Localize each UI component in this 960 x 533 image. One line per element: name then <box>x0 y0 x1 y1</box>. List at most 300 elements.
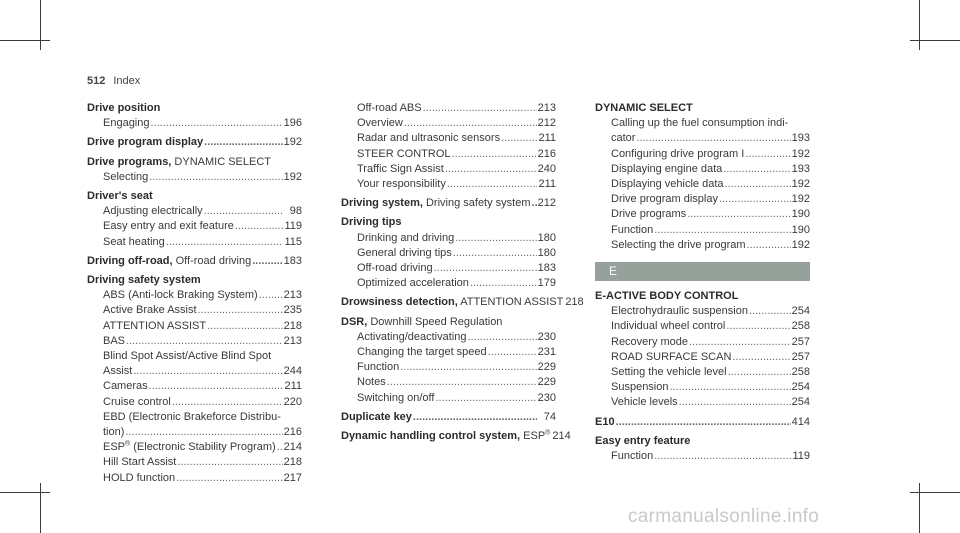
entry-term-text: Driving safety system <box>87 274 201 287</box>
index-subentry[interactable] <box>341 276 556 291</box>
entry-term-text: Function <box>611 223 654 236</box>
entry-term-text: Driving system, <box>341 197 423 210</box>
entry-term-text: Electrohydraulic suspension <box>611 305 748 318</box>
entry-term-text: Off-road driving <box>357 262 433 275</box>
entry-term <box>357 162 444 177</box>
page-reference[interactable]: 230 <box>537 391 556 404</box>
entry-term <box>87 254 251 269</box>
entry-term-text: Dynamic handling control system, <box>341 430 521 443</box>
entry-term-text: Driving tips <box>341 216 402 229</box>
index-entry[interactable] <box>341 410 556 425</box>
index-entry[interactable] <box>341 315 556 330</box>
entry-term <box>357 147 451 162</box>
leader-dots <box>726 319 790 334</box>
page-reference[interactable]: 216 <box>283 426 302 439</box>
leader-dots <box>177 455 282 470</box>
index-subentry[interactable] <box>341 131 556 146</box>
index-subentry[interactable] <box>595 304 810 319</box>
index-subentry[interactable] <box>87 410 302 425</box>
page-reference[interactable]: 179 <box>537 277 556 290</box>
entry-term-text: Selecting <box>103 170 149 183</box>
crop-mark <box>910 40 960 41</box>
leader-dots <box>126 334 283 349</box>
entry-term <box>611 116 788 131</box>
entry-term-text: Traffic Sign Assist <box>357 162 444 175</box>
page-reference[interactable]: 254 <box>791 396 810 409</box>
page-reference[interactable]: 216 <box>537 147 556 160</box>
entry-term-text: STEER CONTROL <box>357 147 451 160</box>
entry-term <box>611 177 724 192</box>
entry-term-text: Drive program display <box>87 136 204 149</box>
page-reference[interactable]: 218 <box>283 456 302 469</box>
entry-term-text: ROAD SURFACE SCAN <box>611 350 732 363</box>
page-reference[interactable]: 74 <box>543 410 556 423</box>
index-entry[interactable] <box>87 101 302 116</box>
page-reference[interactable]: 254 <box>791 305 810 318</box>
entry-term <box>611 304 748 319</box>
entry-term-text: Suspension <box>611 381 669 394</box>
page-reference[interactable]: 229 <box>537 361 556 374</box>
page-reference[interactable]: 183 <box>537 262 556 275</box>
crop-mark <box>919 483 920 533</box>
entry-term-text: Cruise control <box>103 395 171 408</box>
index-subentry[interactable] <box>595 319 810 334</box>
index-subentry[interactable] <box>87 379 302 394</box>
page-reference[interactable]: 217 <box>283 471 302 484</box>
entry-term-text: Activating/deactivating <box>357 330 467 343</box>
page-reference[interactable]: 190 <box>791 223 810 236</box>
entry-term-continued: (Electronic Stability Program) <box>130 441 276 454</box>
page-reference[interactable]: 258 <box>791 366 810 379</box>
entry-term-text: Easy entry feature <box>595 434 691 447</box>
index-subentry[interactable] <box>595 395 810 410</box>
entry-term <box>611 395 678 410</box>
entry-term <box>341 410 412 425</box>
leader-dots <box>149 170 282 185</box>
entry-term-text: Displaying engine data <box>611 162 723 175</box>
leader-dots <box>166 235 283 250</box>
index-column-1 <box>87 101 302 486</box>
leader-dots <box>636 131 790 146</box>
index-entry[interactable] <box>595 415 810 430</box>
entry-term-text: Drinking and driving <box>357 231 455 244</box>
entry-term-text: HOLD function <box>103 471 176 484</box>
page-reference[interactable]: 213 <box>283 334 302 347</box>
page-reference[interactable]: 258 <box>791 320 810 333</box>
leader-dots <box>259 288 283 303</box>
index-column-2 <box>341 101 584 444</box>
index-subentry[interactable] <box>341 101 556 116</box>
page-header <box>87 75 140 87</box>
entry-term <box>611 131 635 146</box>
index-entry[interactable] <box>87 155 302 170</box>
index-subentry[interactable] <box>341 375 556 390</box>
leader-dots <box>467 330 536 345</box>
crop-mark <box>0 40 50 41</box>
entry-term-text: Cameras <box>103 380 148 393</box>
index-subentry[interactable] <box>341 261 556 276</box>
entry-term <box>611 207 686 222</box>
leader-dots <box>125 425 282 440</box>
leader-dots <box>670 380 791 395</box>
page-number: 512 <box>87 75 106 87</box>
entry-term <box>357 345 487 360</box>
index-entry[interactable] <box>595 289 810 304</box>
page-reference[interactable]: 218 <box>283 319 302 332</box>
entry-term-text: Hill Start Assist <box>103 456 177 469</box>
leader-dots <box>455 231 536 246</box>
index-subentry[interactable] <box>87 455 302 470</box>
page-reference[interactable]: 235 <box>283 304 302 317</box>
page-reference[interactable]: 211 <box>538 132 556 145</box>
page-reference[interactable]: 119 <box>792 450 810 463</box>
entry-term <box>611 365 727 380</box>
index-subentry[interactable] <box>87 219 302 234</box>
leader-dots <box>435 391 536 406</box>
entry-term-text: ATTENTION ASSIST <box>103 319 207 332</box>
entry-term <box>87 189 153 204</box>
entry-term-text: Easy entry and exit feature <box>103 220 234 233</box>
index-entry[interactable] <box>87 273 302 288</box>
leader-dots <box>235 219 283 234</box>
leader-dots <box>654 449 791 464</box>
index-subentry[interactable] <box>595 116 810 131</box>
entry-term-text: Adjusting electrically <box>103 205 203 218</box>
section-letter-bar: E <box>595 262 810 281</box>
leader-dots <box>654 223 790 238</box>
entry-term-text: ABS (Anti-lock Braking System) <box>103 289 258 302</box>
index-subentry[interactable] <box>595 177 810 192</box>
entry-term <box>103 379 148 394</box>
page-reference[interactable]: 193 <box>791 132 810 145</box>
entry-term <box>341 215 402 230</box>
index-entry[interactable] <box>87 254 302 269</box>
page-reference[interactable]: 257 <box>791 335 810 348</box>
index-subentry[interactable] <box>341 246 556 261</box>
entry-term <box>341 315 502 330</box>
entry-term-text: Drowsiness detection, <box>341 296 458 309</box>
index-subentry[interactable] <box>87 334 302 349</box>
index-subentry[interactable] <box>87 364 302 379</box>
leader-dots <box>133 364 282 379</box>
entry-term-text: Vehicle levels <box>611 396 678 409</box>
index-subentry[interactable] <box>341 330 556 345</box>
index-subentry[interactable] <box>595 207 810 222</box>
index-subentry[interactable] <box>341 116 556 131</box>
entry-term-text: DSR, <box>341 315 368 328</box>
entry-term <box>611 223 653 238</box>
leader-dots <box>149 379 283 394</box>
entry-term-text: DYNAMIC SELECT <box>595 102 693 114</box>
entry-term-text: Function <box>611 450 654 463</box>
page-reference[interactable]: 257 <box>791 350 810 363</box>
index-column-3 <box>595 101 810 464</box>
page-reference[interactable]: 231 <box>537 346 556 359</box>
page-reference[interactable]: 414 <box>791 415 810 428</box>
page-reference[interactable]: 98 <box>289 205 302 218</box>
page-reference[interactable]: 254 <box>791 381 810 394</box>
page-reference[interactable]: 212 <box>537 117 556 130</box>
entry-term <box>103 349 271 364</box>
leader-dots <box>728 365 791 380</box>
page-reference[interactable]: 119 <box>284 220 302 233</box>
index-entry[interactable] <box>341 196 556 211</box>
index-subentry[interactable] <box>341 162 556 177</box>
leader-dots <box>204 204 283 219</box>
leader-dots <box>488 345 537 360</box>
page-reference[interactable]: 192 <box>791 147 810 160</box>
page-reference[interactable]: 180 <box>537 231 556 244</box>
leader-dots <box>404 116 537 131</box>
index-subentry[interactable] <box>595 365 810 380</box>
entry-term <box>87 155 271 170</box>
index-subentry[interactable] <box>87 303 302 318</box>
leader-dots <box>749 304 791 319</box>
crop-mark <box>40 0 41 50</box>
entry-term <box>357 101 422 116</box>
index-subentry[interactable] <box>341 360 556 375</box>
leader-dots <box>616 415 791 430</box>
entry-term <box>357 116 403 131</box>
page-reference[interactable]: 192 <box>283 170 302 183</box>
leader-dots <box>689 335 791 350</box>
entry-term-text: Radar and ultrasonic sensors <box>357 132 501 145</box>
index-subentry[interactable] <box>341 345 556 360</box>
index-subentry[interactable] <box>341 391 556 406</box>
entry-term-text: tion) <box>103 426 125 439</box>
index-subentry[interactable] <box>595 223 810 238</box>
entry-term <box>595 289 738 304</box>
page-reference[interactable]: 218 <box>565 296 584 309</box>
index-subentry[interactable] <box>595 131 810 146</box>
page-reference[interactable]: 192 <box>791 178 810 191</box>
entry-term-text: Optimized acceleration <box>357 277 469 290</box>
index-subentry[interactable] <box>87 440 302 455</box>
crop-mark <box>910 492 960 493</box>
entry-term <box>103 425 124 440</box>
entry-term-text: cator <box>611 132 636 145</box>
index-subentry[interactable] <box>595 238 810 253</box>
entry-term <box>103 364 132 379</box>
entry-term <box>357 391 434 406</box>
index-subentry[interactable] <box>595 162 810 177</box>
page-reference[interactable]: 183 <box>283 254 302 267</box>
entry-term-text: Setting the vehicle level <box>611 366 727 379</box>
leader-dots <box>151 116 283 131</box>
index-subentry[interactable] <box>341 231 556 246</box>
index-subentry[interactable] <box>87 235 302 250</box>
page-reference[interactable]: 196 <box>283 117 302 130</box>
entry-term <box>611 238 746 253</box>
page-reference[interactable]: 214 <box>552 430 571 443</box>
index-entry[interactable] <box>341 429 571 444</box>
entry-term <box>103 303 197 318</box>
entry-term <box>341 196 531 211</box>
index-subentry[interactable] <box>341 177 556 192</box>
entry-term-text: Drive program display <box>611 193 718 206</box>
page-reference[interactable]: 220 <box>283 395 302 408</box>
entry-term-text: Function <box>357 361 400 374</box>
entry-term-text: Assist <box>103 365 133 378</box>
index-subentry[interactable] <box>87 170 302 185</box>
index-entry[interactable] <box>341 295 584 310</box>
entry-term-text: E-ACTIVE BODY CONTROL <box>595 290 739 303</box>
entry-term <box>103 204 203 219</box>
page-reference[interactable]: 211 <box>284 380 302 393</box>
entry-term-text: Switching on/off <box>357 391 435 404</box>
leader-dots <box>732 350 790 365</box>
page-reference[interactable]: 192 <box>791 193 810 206</box>
index-entry[interactable] <box>595 434 810 449</box>
entry-term-text: Off-road ABS <box>357 102 422 114</box>
index-subentry[interactable] <box>595 147 810 162</box>
entry-cross-reference: Off-road driving <box>172 254 252 267</box>
entry-term <box>103 288 258 303</box>
page-reference[interactable]: 213 <box>283 289 302 302</box>
leader-dots <box>204 135 282 150</box>
entry-term-text: Notes <box>357 376 386 389</box>
page-reference[interactable]: 212 <box>537 197 556 210</box>
page-reference[interactable]: 192 <box>791 238 810 251</box>
index-subentry[interactable] <box>87 204 302 219</box>
entry-term-text: Blind Spot Assist/Active Blind Spot <box>103 350 272 363</box>
crop-mark <box>919 0 920 50</box>
page-reference[interactable]: 180 <box>537 246 556 259</box>
leader-dots <box>747 238 791 253</box>
index-subentry[interactable] <box>595 449 810 464</box>
entry-term <box>103 455 176 470</box>
page-reference[interactable]: 244 <box>283 365 302 378</box>
page-reference[interactable]: 193 <box>791 162 810 175</box>
entry-term <box>357 360 399 375</box>
entry-term-text: Drive position <box>87 102 161 114</box>
index-subentry[interactable] <box>87 319 302 334</box>
leader-dots <box>501 131 537 146</box>
entry-term-text: Driver's seat <box>87 190 153 203</box>
entry-term-text: Duplicate key <box>341 410 412 423</box>
entry-term <box>357 177 446 192</box>
registered-mark: ® <box>125 440 131 448</box>
index-subentry[interactable] <box>87 116 302 131</box>
entry-term <box>341 295 563 310</box>
entry-term-text: Configuring drive program I <box>611 147 745 160</box>
page-reference[interactable]: 213 <box>537 102 556 114</box>
entry-term <box>357 330 466 345</box>
entry-term-text: Recovery mode <box>611 335 689 348</box>
leader-dots <box>387 375 537 390</box>
entry-term-text: Your responsibility <box>357 178 446 191</box>
section-title: Index <box>113 75 141 87</box>
entry-term-text: Overview <box>357 117 403 130</box>
index-subentry[interactable] <box>87 349 302 364</box>
index-subentry[interactable] <box>341 147 556 162</box>
leader-dots <box>453 246 537 261</box>
entry-term-text: Active Brake Assist <box>103 304 197 317</box>
leader-dots <box>198 303 283 318</box>
entry-term <box>357 231 454 246</box>
entry-cross-reference: Downhill Speed Regulation <box>367 315 503 328</box>
index-entry[interactable] <box>595 101 810 116</box>
leader-dots <box>687 207 790 222</box>
leader-dots <box>277 440 283 455</box>
entry-term-text: Driving off-road, <box>87 254 173 267</box>
page-reference[interactable]: 115 <box>284 235 302 248</box>
page-reference[interactable]: 229 <box>537 376 556 389</box>
entry-term <box>103 116 150 131</box>
index-subentry[interactable] <box>87 395 302 410</box>
entry-term <box>611 350 731 365</box>
entry-term <box>611 147 744 162</box>
entry-term-text: Drive programs, <box>87 155 172 168</box>
entry-term <box>595 434 690 449</box>
leader-dots <box>679 395 791 410</box>
entry-term <box>595 415 615 430</box>
entry-term <box>357 246 452 261</box>
leader-dots <box>400 360 536 375</box>
entry-term-text: Calling up the fuel consumption indi- <box>611 117 789 130</box>
index-entry[interactable] <box>87 189 302 204</box>
page-reference[interactable]: 192 <box>283 136 302 149</box>
entry-term-text: Engaging <box>103 117 150 130</box>
index-subentry[interactable] <box>595 380 810 395</box>
page-reference[interactable]: 240 <box>537 162 556 175</box>
entry-term <box>103 235 165 250</box>
entry-term-text: Changing the target speed <box>357 346 487 359</box>
leader-dots <box>445 162 537 177</box>
entry-term <box>103 219 234 234</box>
entry-cross-reference: ESP <box>520 430 546 443</box>
index-subentry[interactable] <box>595 192 810 207</box>
entry-cross-reference: ATTENTION ASSIST <box>457 296 564 309</box>
entry-term <box>357 375 386 390</box>
entry-term-text: Displaying vehicle data <box>611 178 724 191</box>
leader-dots <box>423 101 537 116</box>
entry-term-text: Drive programs <box>611 208 687 221</box>
index-subentry[interactable] <box>87 471 302 486</box>
index-entry[interactable] <box>341 215 556 230</box>
entry-term <box>611 192 718 207</box>
leader-dots <box>723 162 790 177</box>
entry-term-text: ESP <box>103 441 126 454</box>
leader-dots <box>725 177 791 192</box>
index-entry[interactable] <box>87 135 302 150</box>
index-subentry[interactable] <box>595 335 810 350</box>
entry-term <box>87 135 203 150</box>
index-subentry[interactable] <box>595 350 810 365</box>
entry-term <box>87 273 201 288</box>
entry-term <box>341 429 550 444</box>
page-reference[interactable]: 190 <box>791 208 810 221</box>
entry-term <box>357 131 500 146</box>
page-reference[interactable]: 214 <box>283 441 302 454</box>
index-subentry[interactable] <box>87 288 302 303</box>
entry-term-text: General driving tips <box>357 246 452 259</box>
page-reference[interactable]: 211 <box>538 178 556 191</box>
entry-term <box>611 335 688 350</box>
leader-dots <box>207 319 283 334</box>
leader-dots <box>252 254 282 269</box>
entry-term <box>357 276 469 291</box>
entry-term-text: BAS <box>103 334 126 347</box>
watermark: carmanualsonline.info <box>628 506 820 527</box>
entry-term <box>611 449 653 464</box>
index-subentry[interactable] <box>87 425 302 440</box>
entry-term <box>611 319 725 334</box>
leader-dots <box>745 147 790 162</box>
page-reference[interactable]: 230 <box>537 330 556 343</box>
entry-term-text: Seat heating <box>103 235 165 248</box>
leader-dots <box>413 410 537 425</box>
